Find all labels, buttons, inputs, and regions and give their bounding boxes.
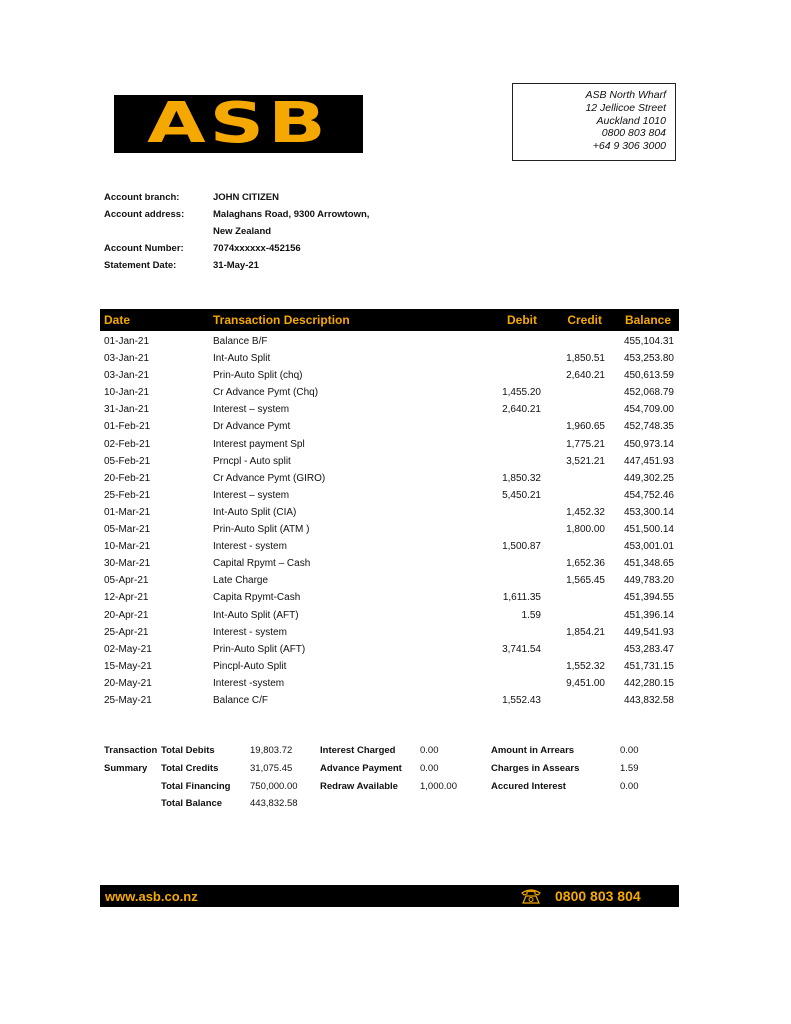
total-balance-value: 443,832.58 [250,798,298,809]
row-description: Interest payment Spl [213,438,305,450]
table-row [100,607,679,624]
transactions-table-body [100,333,679,709]
asb-logo [114,91,363,156]
phone-number[interactable]: 0800 803 804 [555,888,641,904]
row-credit: 1,565.45 [566,575,605,587]
row-description: Interest – system [213,489,290,501]
header-debit: Debit [507,313,537,327]
transactions-table-header [100,309,679,331]
row-description: Balance B/F [213,336,268,347]
row-description: Interest – system [213,404,290,416]
row-balance: 454,709.00 [623,404,674,416]
row-date: 01-Feb-21 [104,421,151,433]
row-balance: 443,832.58 [623,694,674,706]
row-debit: 2,640.21 [502,404,541,416]
account-address-line2: New Zealand [213,226,272,237]
table-row [100,453,679,470]
header-credit: Credit [567,313,602,327]
amount-in-arrears-value: 0.00 [620,745,639,756]
row-description: Capital Rpymt – Cash [213,558,311,570]
row-date: 25-Feb-21 [104,489,151,501]
table-row [100,504,679,521]
row-debit: 3,741.54 [502,643,541,655]
header-date: Date [104,313,131,327]
table-row [100,367,679,384]
total-debits-value: 19,803.72 [250,745,293,756]
row-balance: 442,280.15 [623,677,674,689]
row-date: 20-May-21 [104,677,152,689]
row-date: 10-Mar-21 [104,541,151,553]
table-row [100,470,679,487]
row-credit: 1,800.00 [566,524,605,536]
accured-interest-label: Accured Interest [491,781,566,792]
row-date: 03-Jan-21 [104,353,150,365]
logo-text: ASB [147,91,330,156]
row-date: 02-May-21 [104,643,152,655]
account-number-value: 7074xxxxxx-452156 [213,243,301,254]
row-description: Prin-Auto Split (ATM ) [213,524,310,536]
row-credit: 1,854.21 [566,626,605,638]
footer-bar [100,885,679,907]
summary-label-1: Transaction [104,745,158,756]
row-date: 31-Jan-21 [104,404,150,416]
row-debit: 1,850.32 [502,472,541,484]
amount-in-arrears-label: Amount in Arrears [491,745,575,756]
row-debit: 1,500.87 [502,541,541,553]
table-row [100,572,679,589]
website-link[interactable]: www.asb.co.nz [105,889,198,904]
table-row [100,418,679,435]
row-balance: 451,394.55 [623,592,674,604]
charges-in-arrears-label: Charges in Assears [491,763,580,774]
row-balance: 455,104.31 [623,336,674,347]
row-date: 30-Mar-21 [104,558,151,570]
total-financing-value: 750,000.00 [250,781,298,792]
row-description: Capita Rpymt-Cash [213,592,301,604]
statement-date-value: 31-May-21 [213,260,259,271]
row-balance: 451,396.14 [623,609,674,621]
branch-address-line: ASB North Wharf [585,89,666,101]
accured-interest-value: 0.00 [620,781,639,792]
row-balance: 449,302.25 [623,472,674,484]
row-balance: 451,500.14 [623,524,674,536]
row-credit: 9,451.00 [566,677,605,689]
total-credits-label: Total Credits [161,763,219,774]
branch-address-box [512,83,676,161]
row-description: Prin-Auto Split (chq) [213,370,303,382]
table-row [100,641,679,658]
row-description: Interest - system [213,541,287,553]
account-address-label: Account address: [104,209,185,220]
charges-in-arrears-value: 1.59 [620,763,639,774]
row-description: Interest - system [213,626,287,638]
interest-charged-value: 0.00 [420,745,439,756]
row-description: Interest -system [213,677,285,689]
table-row [100,384,679,401]
row-description: Prin-Auto Split (AFT) [213,643,306,655]
row-date: 05-Mar-21 [104,524,151,536]
row-balance: 449,783.20 [623,575,674,587]
row-balance: 451,731.15 [623,660,674,672]
row-credit: 1,552.32 [566,660,605,672]
row-credit: 1,775.21 [566,438,605,450]
table-row [100,333,679,350]
branch-address-line: Auckland 1010 [596,114,666,127]
row-balance: 453,300.14 [623,506,674,518]
row-balance: 449,541.93 [623,626,674,638]
row-credit: 3,521.21 [566,455,605,467]
total-credits-value: 31,075.45 [250,763,293,774]
table-row [100,589,679,606]
row-date: 10-Jan-21 [104,387,150,399]
row-balance: 453,253.80 [623,353,674,365]
account-number-label: Account Number: [104,243,184,254]
account-branch-value: JOHN CITIZEN [213,192,279,203]
row-balance: 450,613.59 [623,370,674,382]
row-balance: 447,451.93 [623,455,674,467]
row-date: 05-Feb-21 [104,455,151,467]
account-branch-label: Account branch: [104,192,180,203]
table-row [100,401,679,418]
row-date: 02-Feb-21 [104,438,151,450]
table-row [100,350,679,367]
row-date: 01-Jan-21 [104,336,150,347]
row-balance: 450,973.14 [623,438,674,450]
row-date: 15-May-21 [104,660,152,672]
row-date: 25-May-21 [104,694,152,706]
row-date: 20-Feb-21 [104,472,151,484]
branch-address-line: 0800 803 804 [601,127,666,140]
header-description: Transaction Description [213,313,350,327]
row-description: Prncpl - Auto split [213,455,291,467]
table-row [100,538,679,555]
row-credit: 1,452.32 [566,506,605,518]
row-balance: 451,348.65 [623,558,674,570]
row-balance: 452,068.79 [623,387,674,399]
row-date: 12-Apr-21 [104,592,149,604]
row-debit: 1,455.20 [502,387,541,399]
row-description: Int-Auto Split (CIA) [213,506,297,518]
table-row [100,692,679,709]
row-credit: 1,850.51 [566,353,605,365]
table-row [100,487,679,504]
advance-payment-label: Advance Payment [320,763,402,774]
row-description: Cr Advance Pymt (GIRO) [213,472,326,484]
row-balance: 452,748.35 [623,421,674,433]
branch-address-line: +64 9 306 3000 [592,140,666,153]
redraw-available-label: Redraw Available [320,781,398,792]
total-balance-label: Total Balance [161,798,223,809]
row-date: 03-Jan-21 [104,370,150,382]
row-debit: 5,450.21 [502,489,541,501]
total-financing-label: Total Financing [161,781,231,792]
header-balance: Balance [624,313,671,327]
row-description: Int-Auto Split [213,353,271,365]
row-debit: 1,552.43 [502,694,541,706]
table-row [100,658,679,675]
row-date: 20-Apr-21 [104,609,149,621]
row-date: 05-Apr-21 [104,575,149,587]
row-description: Balance C/F [213,694,269,706]
row-balance: 453,001.01 [623,541,674,553]
interest-charged-label: Interest Charged [320,745,396,756]
summary-label-2: Summary [104,763,148,774]
row-balance: 453,283.47 [623,643,674,655]
row-description: Cr Advance Pymt (Chq) [213,387,319,399]
row-date: 25-Apr-21 [104,626,149,638]
table-row [100,436,679,453]
row-description: Pincpl-Auto Split [213,660,287,672]
table-row [100,624,679,641]
row-balance: 454,752.46 [623,489,674,501]
table-row [100,555,679,572]
row-credit: 1,960.65 [566,421,605,433]
table-row [100,521,679,538]
redraw-available-value: 1,000.00 [420,781,457,792]
branch-address-line: 12 Jellicoe Street [585,101,666,114]
row-debit: 1,611.35 [502,592,541,604]
row-description: Dr Advance Pymt [213,421,291,433]
row-date: 01-Mar-21 [104,506,151,518]
row-credit: 2,640.21 [566,370,605,382]
row-description: Int-Auto Split (AFT) [213,609,299,621]
row-debit: 1.59 [521,609,541,621]
statement-date-label: Statement Date: [104,260,177,271]
row-description: Late Charge [213,575,269,587]
total-debits-label: Total Debits [161,745,215,756]
telephone-icon [520,887,542,905]
advance-payment-value: 0.00 [420,763,439,774]
table-row [100,675,679,692]
row-credit: 1,652.36 [566,558,605,570]
account-address-line1: Malaghans Road, 9300 Arrowtown, [213,209,370,220]
